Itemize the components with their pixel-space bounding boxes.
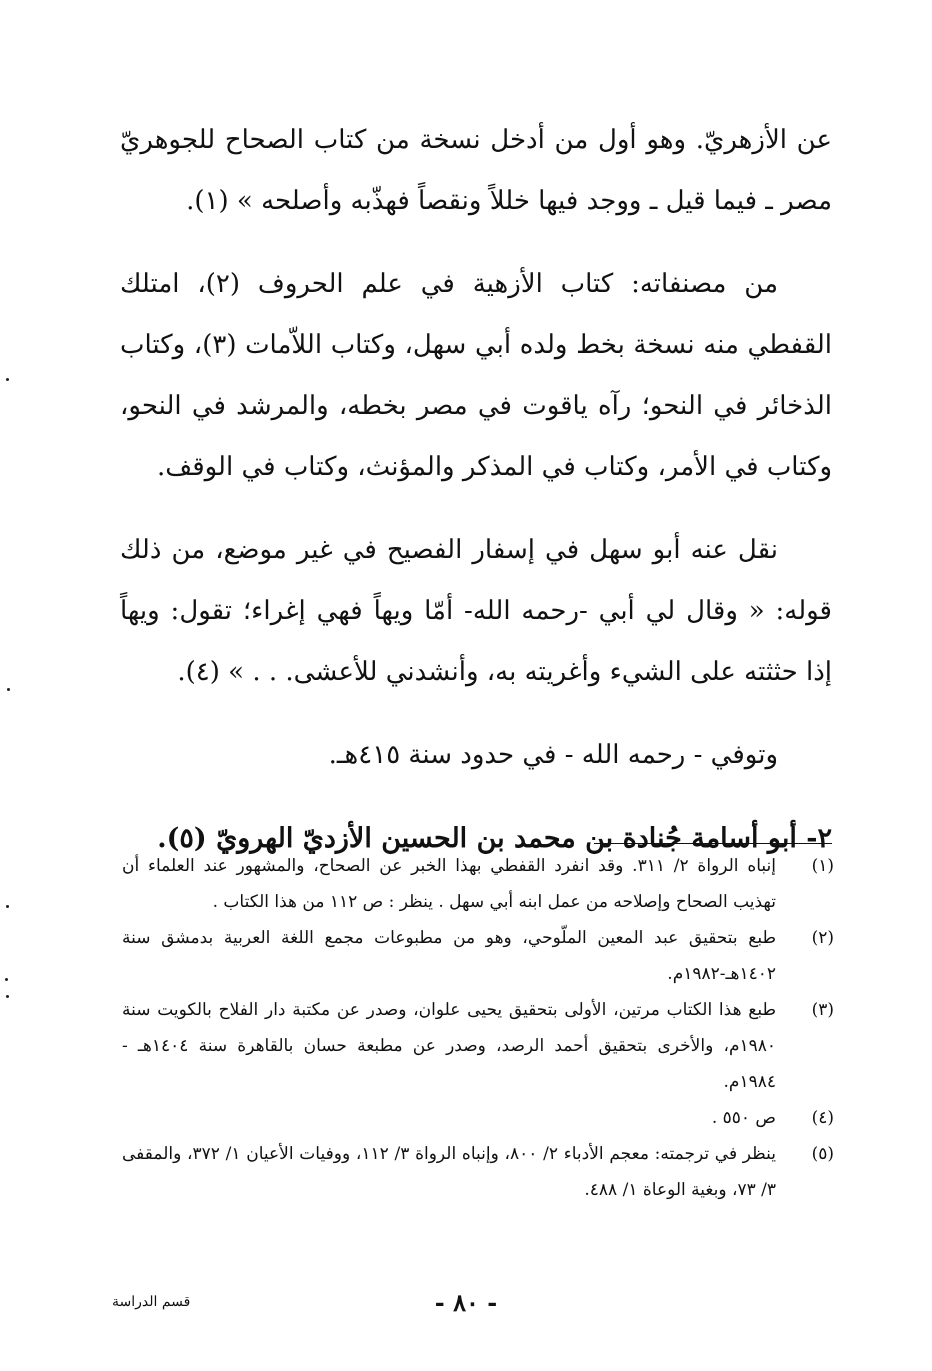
footnote-number: (١) — [811, 856, 834, 876]
footnote — [122, 920, 834, 992]
footnote-number: (٢) — [811, 928, 834, 948]
footnote-text: طبع هذا الكتاب مرتين، الأولى بتحقيق يحيى علوان، وصدر عن مكتبة دار الفلاح بالكويت سنة ١٩٨٠م، والأخرى بتحقيق أحمد الرصد، وصدر عن مطبعة حسان بالقاهرة سنة ١٤٠٤هـ - ١٩٨٤م. — [122, 1000, 777, 1092]
paragraph-2: من مصنفاته: كتاب الأزهية في علم الحروف (٢)، امتلك القفطي منه نسخة بخط ولده أبي سهل، وكتاب اللاّمات (٣)، وكتاب الذخائر في النحو؛ رآه ياقوت في مصر بخطه، والمرشد في النحو، وكتاب في الأمر، وكتاب في المذكر والمؤنث، وكتاب في الوقف. — [120, 269, 832, 482]
footnote-separator — [594, 843, 832, 844]
footnote — [122, 1100, 834, 1136]
footnote — [122, 848, 834, 920]
section-label: قسم الدراسة — [112, 1294, 191, 1310]
footnote — [122, 1136, 834, 1208]
paragraph-1: عن الأزهريّ. وهو أول من أدخل نسخة من كتاب الصحاح للجوهريّ مصر ـ فيما قيل ـ ووجد فيها خللاً ونقصاً فهذّبه وأصلحه » (١). — [120, 125, 832, 216]
scan-speck — [6, 995, 9, 998]
footnote-number: (٤) — [811, 1108, 834, 1128]
scan-speck — [6, 905, 9, 908]
paragraph-3: نقل عنه أبو سهل في إسفار الفصيح في غير موضع، من ذلك قوله: « وقال لي أبي -رحمه الله- أمّا ويهاً فهي إغراء؛ تقول: ويهاً إذا حثثته على الشيء وأغريته به، وأنشدني للأعشى. . . » (٤). — [120, 535, 832, 687]
footnote-text: ص ٥٥٠ . — [711, 1108, 776, 1128]
footnote — [122, 992, 834, 1100]
section-heading: ٢- أبو أسامة جُنادة بن محمد بن الحسين الأزديّ الهرويّ (٥). — [157, 823, 832, 854]
footnote-number: (٣) — [811, 1000, 834, 1020]
scan-speck — [6, 378, 9, 381]
footnote-text: إنباه الرواة ٢/ ٣١١. وقد انفرد القفطي بهذا الخبر عن الصحاح، والمشهور عند العلماء أن تهذيب الصحاح وإصلاحه من عمل ابنه أبي سهل . ينظر : ص ١١٢ من هذا الكتاب . — [122, 856, 776, 912]
paragraph-4: وتوفي - رحمه الله - في حدود سنة ٤١٥هـ. — [328, 740, 778, 770]
footnotes — [122, 848, 834, 1208]
footnote-text: طبع بتحقيق عبد المعين الملّوحي، وهو من مطبوعات مجمع اللغة العربية بدمشق سنة ١٤٠٢هـ-١٩٨٢م. — [122, 928, 776, 984]
main-text — [120, 110, 832, 869]
page-number: - ٨٠ - — [434, 1288, 498, 1317]
footnote-number: (٥) — [811, 1144, 834, 1164]
scan-speck — [5, 978, 8, 981]
footnote-text: ينظر في ترجمته: معجم الأدباء ٢/ ٨٠٠، وإنباه الرواة ٣/ ١١٢، ووفيات الأعيان ١/ ٣٧٢، والمقفى ٣/ ٧٣، وبغية الوعاة ١/ ٤٨٨. — [122, 1144, 776, 1200]
scan-speck — [7, 688, 10, 691]
